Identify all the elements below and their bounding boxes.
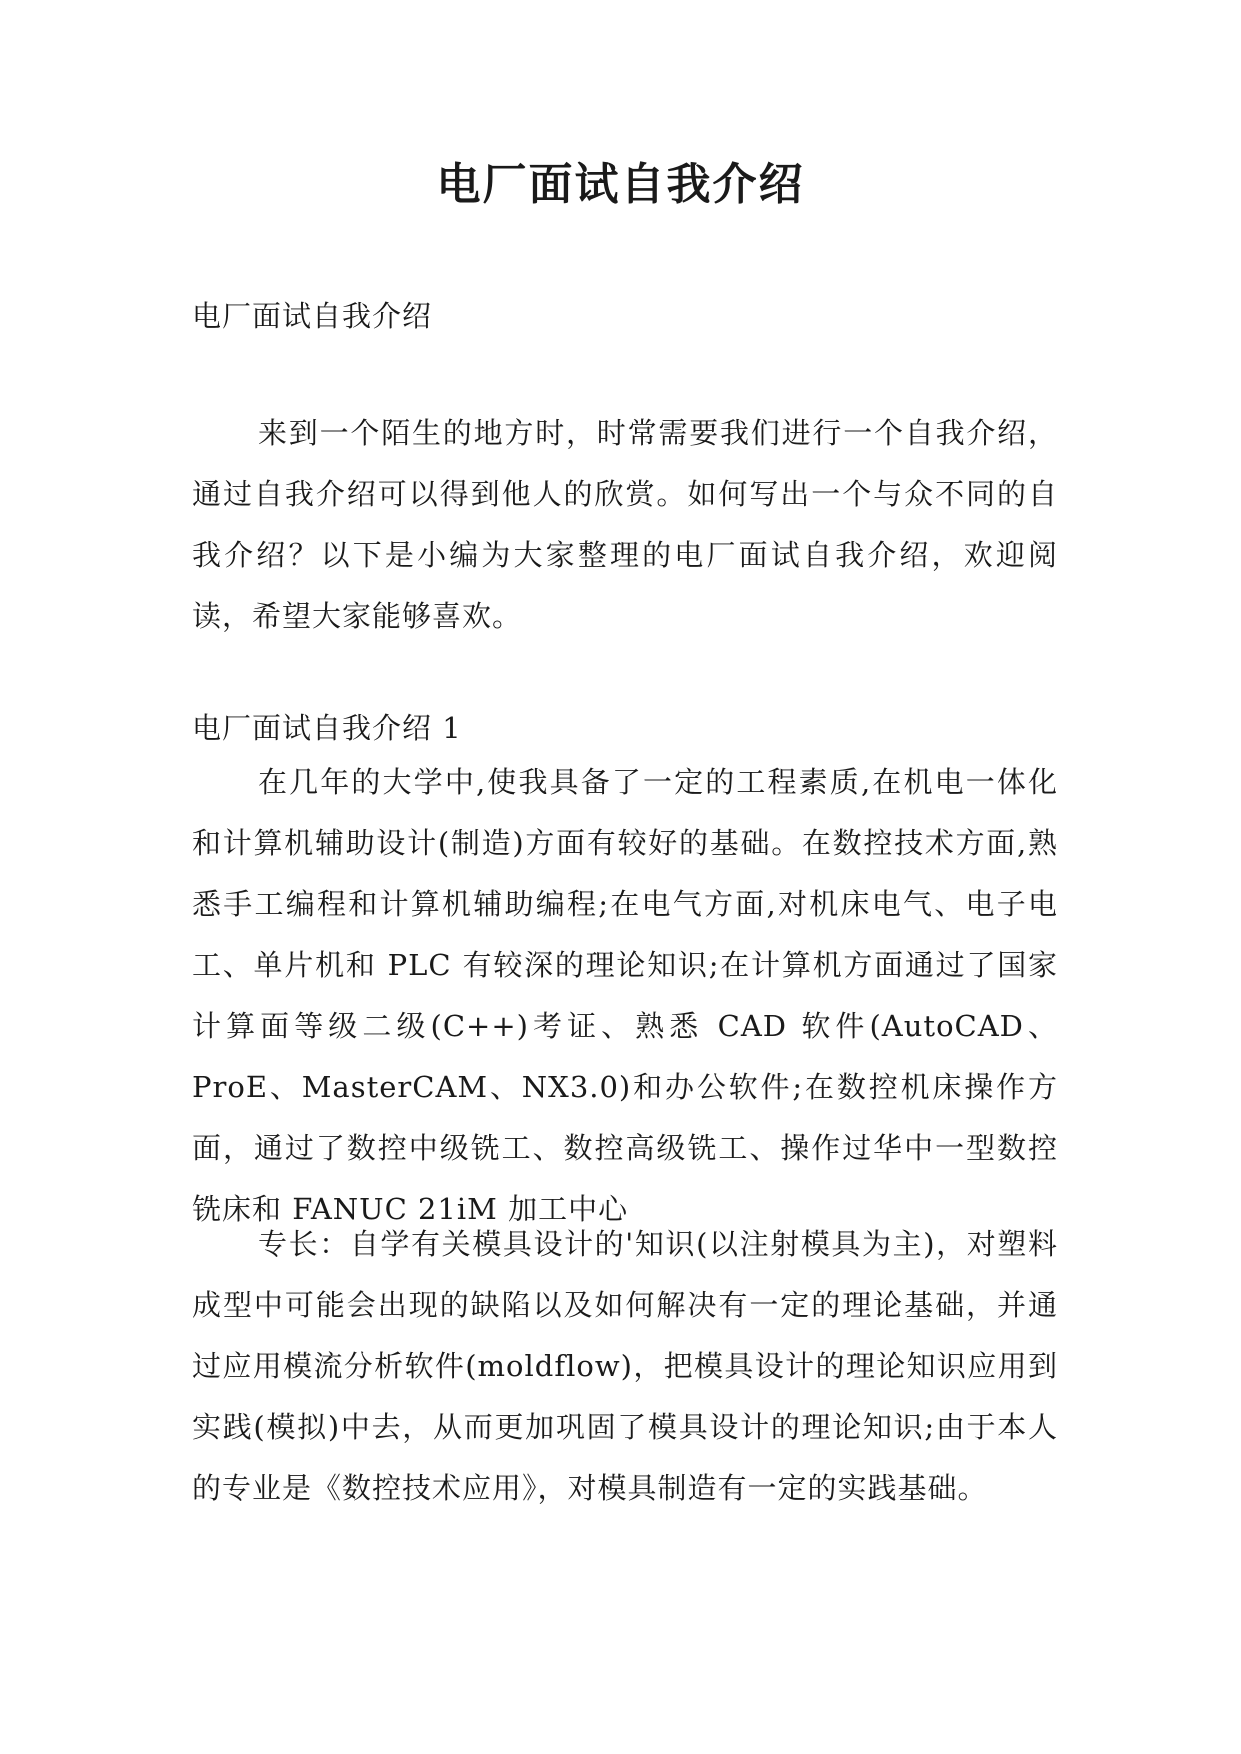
document-title: 电厂面试自我介绍 [436, 159, 805, 210]
section-paragraph-2: 专长：自学有关模具设计的'知识(以注射模具为主)，对塑料成型中可能会出现的缺陷以及如何解决有一定的理论基础，并通过应用模流分析软件(moldflow)，把模具设计的理论知识应用到实践(模拟)中去，从而更加巩固了模具设计的理论知识;由于本人的专业是《数控技术应用》，对模具制造有一定的实践基础。 [192, 1227, 1058, 1505]
document-subtitle: 电厂面试自我介绍 [192, 299, 433, 333]
section-paragraph-1: 在几年的大学中,使我具备了一定的工程素质,在机电一体化和计算机辅助设计(制造)方面有较好的基础。在数控技术方面,熟悉手工编程和计算机辅助编程;在电气方面,对机床电气、电子电工、单片机和 PLC 有较深的理论知识;在计算机方面通过了国家计算面等级二级(C++)考证、熟悉 CAD 软件(AutoCAD、ProE、MasterCAM、NX3.0)和办公软件;在数控机床操作方面，通过了数控中级铣工、数控高级铣工、操作过华中一型数控铣床和 FANUC 21iM 加工中心 [192, 765, 1058, 1226]
intro-paragraph: 来到一个陌生的地方时，时常需要我们进行一个自我介绍，通过自我介绍可以得到他人的欣赏。如何写出一个与众不同的自我介绍？以下是小编为大家整理的电厂面试自我介绍，欢迎阅读，希望大家能够喜欢。 [192, 416, 1058, 633]
section-heading: 电厂面试自我介绍 1 [192, 711, 462, 745]
